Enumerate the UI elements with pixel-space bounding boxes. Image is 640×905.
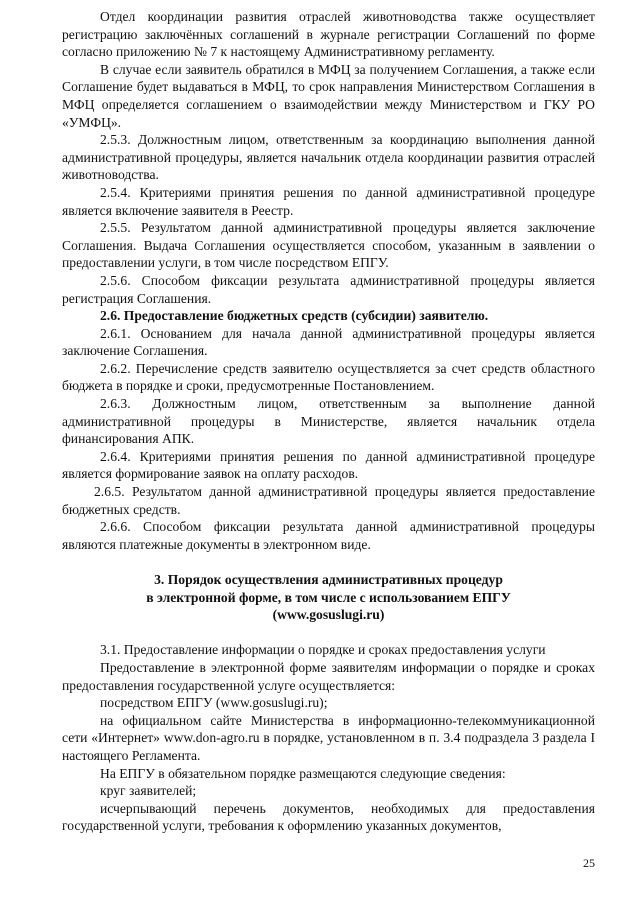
page-number: 25 <box>583 856 595 871</box>
paragraph: Отдел координации развития отраслей животноводства также осуществляет регистрацию заключённых соглашений в журнале регистрации Соглашений по форме согласно приложению № 7 к настоящему Административному регламенту. <box>62 9 595 60</box>
page-content <box>62 8 595 835</box>
section-3-heading-line-1: 3. Порядок осуществления административных процедур <box>154 572 503 587</box>
section-3-heading-line-2: в электронной форме, в том числе с использованием ЕПГУ <box>146 589 511 605</box>
paragraph: 2.6.2. Перечисление средств заявителю осуществляется за счет средств областного бюджета в порядке и сроки, предусмотренные Постановлением. <box>62 360 595 394</box>
paragraph: 2.5.5. Результатом данной административной процедуры является заключение Соглашения. Выдача Соглашения осуществляется способом, указанным в заявлении о предоставлении услуги, в том числе посредством ЕПГУ. <box>62 220 595 271</box>
paragraph: 2.6.3. Должностным лицом, ответственным за выполнение данной административной процедуры в Министерстве, является начальник отдела финансирования АПК. <box>62 396 595 447</box>
paragraph: 2.6.1. Основанием для начала данной административной процедуры является заключение Соглашения. <box>62 325 595 359</box>
paragraph: на официальном сайте Министерства в информационно-телекоммуникационной сети «Интернет» www.don-agro.ru в порядке, установленном в п. 3.4 подраздела 3 раздела I настоящего Регламента. <box>62 712 595 763</box>
paragraph: 2.5.4. Критериями принятия решения по данной административной процедуре является включение заявителя в Реестр. <box>62 184 595 218</box>
paragraph: 2.6.5. Результатом данной административной процедуры является предоставление бюджетных средств. <box>62 484 595 517</box>
paragraph: 2.6.4. Критериями принятия решения по данной административной процедуре является формирование заявок на оплату расходов. <box>62 448 595 482</box>
section-2-6-title: 2.6. Предоставление бюджетных средств (субсидии) заявителю. <box>100 308 489 324</box>
paragraph: исчерпывающий перечень документов, необходимых для предоставления государственной услуги, требования к оформлению указанных документов, <box>62 800 595 834</box>
section-3-heading-line-3: (www.gosuslugi.ru) <box>272 607 385 623</box>
paragraph: посредством ЕПГУ (www.gosuslugi.ru); <box>100 695 328 711</box>
paragraph: 2.5.6. Способом фиксации результата административной процедуры является регистрация Соглашения. <box>62 272 595 306</box>
paragraph: На ЕПГУ в обязательном порядке размещаются следующие сведения: <box>100 765 506 781</box>
paragraph: круг заявителей; <box>100 783 197 799</box>
spacer <box>62 553 595 571</box>
paragraph: 3.1. Предоставление информации о порядке и сроках предоставления услуги <box>100 642 546 658</box>
paragraph: 2.6.6. Способом фиксации результата данной административной процедуры являются платежные документы в электронном виде. <box>62 519 595 552</box>
paragraph: 2.5.3. Должностным лицом, ответственным за координацию выполнения данной административной процедуры, является начальник отдела координации развития отраслей животноводства. <box>62 132 595 183</box>
spacer <box>62 624 595 642</box>
paragraph: В случае если заявитель обратился в МФЦ за получением Соглашения, а также если Соглашение будет выдаваться в МФЦ, то срок направления Министерством Соглашения в МФЦ определяется соглашением о взаимодействии между Министерством и ГКУ РО «УМФЦ». <box>62 61 595 130</box>
paragraph: Предоставление в электронной форме заявителям информации о порядке и сроках предоставления государственной услуге осуществляется: <box>62 659 595 693</box>
